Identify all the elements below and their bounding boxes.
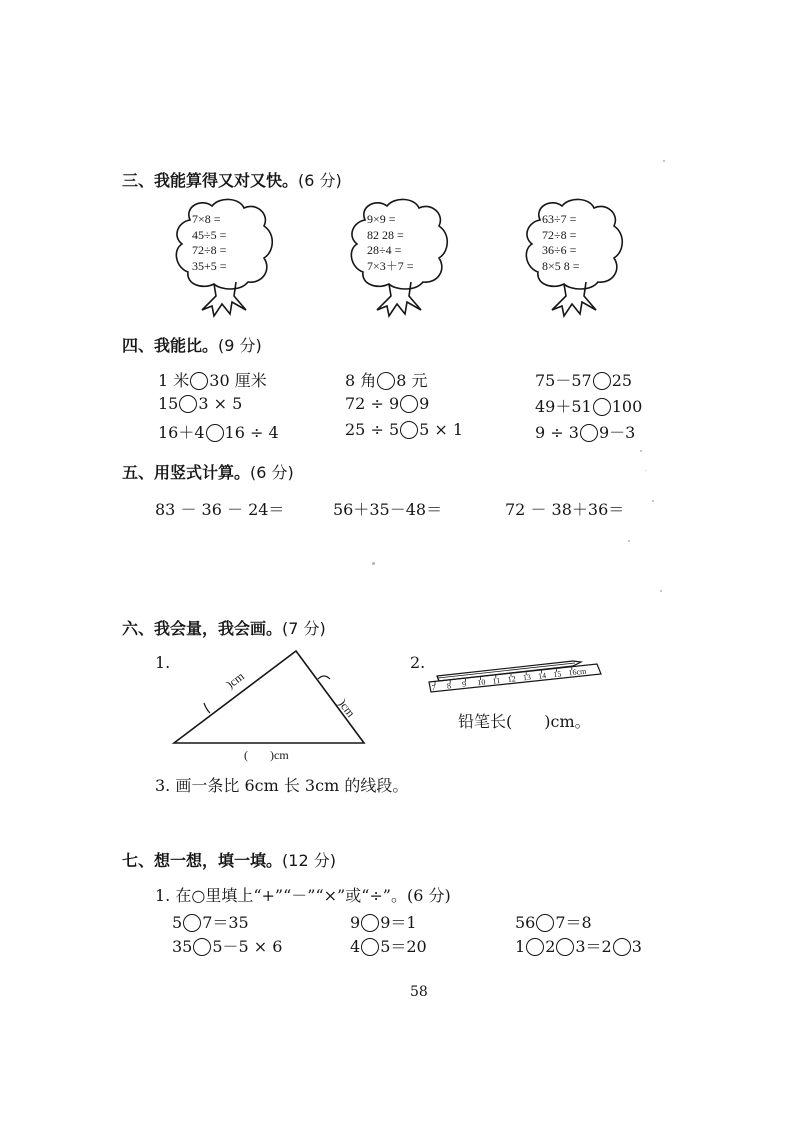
section-7-points: (12 分) xyxy=(282,851,336,870)
operator-item: 1 2 3＝2 3 xyxy=(515,937,642,956)
ruler-tick-label: 8 xyxy=(446,681,452,691)
pencil-length-caption: 铅笔长( )cm。 xyxy=(458,712,591,731)
compare-item: 8 角 8 元 xyxy=(345,371,428,390)
answer-circle[interactable] xyxy=(206,424,224,442)
answer-circle[interactable] xyxy=(613,938,631,956)
ruler-tick-label: 15 xyxy=(552,669,562,680)
section-7-heading xyxy=(122,848,336,871)
triangle-figure xyxy=(168,645,378,765)
tree-2-line-2: 82 28 = xyxy=(367,227,404,242)
section-5-heading xyxy=(122,460,294,483)
ruler-tick-label: 16cm xyxy=(568,666,587,678)
tree-3-line-1: 63÷7 = xyxy=(542,212,577,226)
ruler-tick-label: 9 xyxy=(461,679,467,690)
calc-tree-3 xyxy=(520,198,630,323)
question-1-number: 1. xyxy=(155,653,171,672)
scan-speck xyxy=(645,470,646,471)
tree-1-line-2: 45÷5 = xyxy=(192,227,227,242)
vertical-calc-item: 72 － 38＋36＝ xyxy=(505,500,625,519)
scan-speck xyxy=(640,450,642,452)
compare-item: 15 3 × 5 xyxy=(158,394,243,413)
answer-circle[interactable] xyxy=(400,395,418,413)
operator-item: 5 7＝35 xyxy=(172,913,249,932)
answer-circle[interactable] xyxy=(183,914,201,932)
ruler-tick-label: 11 xyxy=(492,675,501,686)
triangle-left-side-label: )cm xyxy=(223,668,247,692)
tree-3-line-2: 72÷8 = xyxy=(542,227,577,242)
compare-item: 72 ÷ 9 9 xyxy=(345,394,430,413)
tree-3-line-3: 36÷6 = xyxy=(542,243,577,257)
scan-speck xyxy=(663,160,665,162)
compare-item: 16＋4 16 ÷ 4 xyxy=(158,423,279,442)
compare-item: 49＋51 100 xyxy=(535,397,643,416)
section-7-sub1-instructions: 1. 在○里填上“+”“－”“×”或“÷”。(6 分) xyxy=(155,886,451,905)
tree-2-line-3: 28÷4 = xyxy=(367,243,402,257)
vertical-calc-item: 56＋35－48＝ xyxy=(333,500,443,519)
answer-circle[interactable] xyxy=(526,938,544,956)
triangle-right-side-label: )cm xyxy=(335,696,359,720)
calc-tree-2 xyxy=(345,198,455,323)
triangle-shape xyxy=(174,651,364,743)
answer-circle[interactable] xyxy=(377,372,395,390)
operator-item: 35 5－5 × 6 xyxy=(172,937,283,956)
tree-1-line-3: 72÷8 = xyxy=(192,243,227,257)
section-5-title: 五、用竖式计算。 xyxy=(122,463,251,482)
compare-item: 1 米 30 厘米 xyxy=(158,371,267,390)
scan-speck xyxy=(660,590,662,592)
calc-tree-1 xyxy=(170,198,280,323)
section-6-points: (7 分) xyxy=(282,619,326,638)
section-7-title: 七、想一想，填一填。 xyxy=(122,851,283,870)
tree-2-line-1: 9×9 = xyxy=(367,212,396,226)
answer-circle[interactable] xyxy=(536,914,554,932)
answer-circle[interactable] xyxy=(400,421,418,439)
section-4-points: (9 分) xyxy=(218,336,262,355)
question-2-number: 2. xyxy=(410,653,426,672)
tree-2-line-4: 7×3＋7 = xyxy=(367,258,414,273)
compare-item: 9 ÷ 3 9－3 xyxy=(535,423,636,442)
answer-circle[interactable] xyxy=(580,424,598,442)
section-3-heading xyxy=(122,168,342,191)
ruler-tick-label: 10 xyxy=(476,677,486,688)
answer-circle[interactable] xyxy=(179,395,197,413)
section-5-points: (6 分) xyxy=(250,463,294,482)
tree-1-line-4: 35+5 = xyxy=(192,258,227,273)
answer-circle[interactable] xyxy=(593,372,611,390)
answer-circle[interactable] xyxy=(593,398,611,416)
section-6-heading xyxy=(122,616,326,639)
tree-3-line-4: 8×5 8 = xyxy=(542,258,580,273)
ruler-tick-label: 14 xyxy=(537,670,547,681)
section-3-points: (6 分) xyxy=(298,171,342,190)
compare-item: 75－57 25 xyxy=(535,371,633,390)
page-number: 58 xyxy=(410,984,428,1000)
triangle-bottom-side-label: )cm xyxy=(270,748,289,762)
answer-circle[interactable] xyxy=(193,938,211,956)
ruler-tick-label: 7 xyxy=(431,682,437,693)
section-4-title: 四、我能比。 xyxy=(122,336,219,355)
compare-item: 25 ÷ 5 5 × 1 xyxy=(345,420,464,439)
scan-speck xyxy=(652,500,654,502)
section-4-heading xyxy=(122,333,262,356)
operator-item: 56 7＝8 xyxy=(515,913,592,932)
svg-text:(: ( xyxy=(244,748,248,762)
operator-item: 9 9＝1 xyxy=(350,913,417,932)
section-6-title: 六、我会量，我会画。 xyxy=(122,619,283,638)
answer-circle[interactable] xyxy=(556,938,574,956)
answer-circle[interactable] xyxy=(361,914,379,932)
question-3-text: 3. 画一条比 6cm 长 3cm 的线段。 xyxy=(155,776,409,795)
answer-circle[interactable] xyxy=(361,938,379,956)
section-3-title: 三、我能算得又对又快。 xyxy=(122,171,299,190)
answer-circle[interactable] xyxy=(190,372,208,390)
pencil-ruler-figure xyxy=(425,652,615,698)
scan-speck xyxy=(628,540,630,542)
ruler-tick-label: 13 xyxy=(522,672,532,683)
operator-item: 4 5＝20 xyxy=(350,937,427,956)
ruler-tick-label: 12 xyxy=(507,674,517,685)
scan-speck xyxy=(372,562,375,565)
vertical-calc-item: 83 － 36 － 24＝ xyxy=(155,500,285,519)
tree-1-line-1: 7×8 = xyxy=(192,212,221,226)
